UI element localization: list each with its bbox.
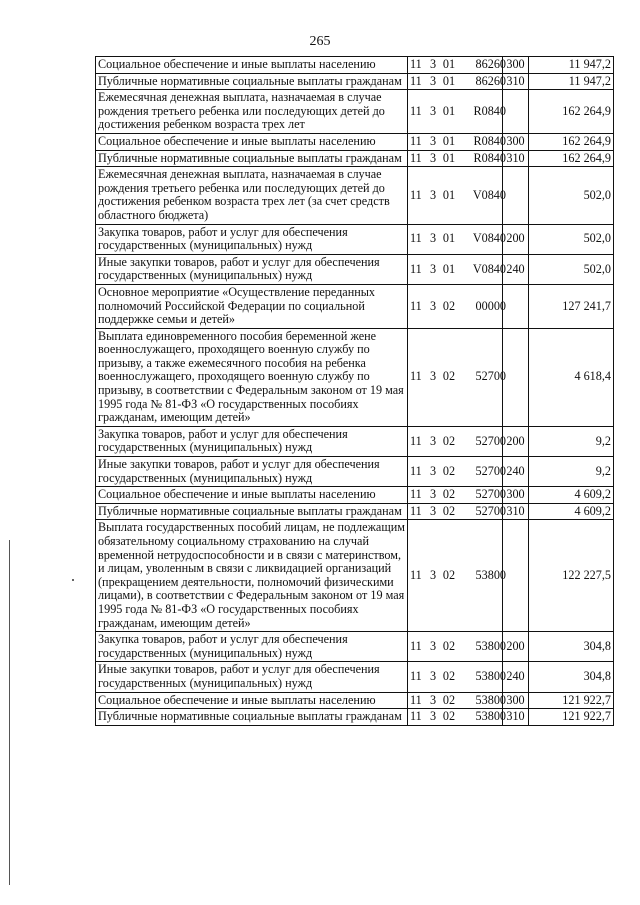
scan-artifact-dot [72,579,74,581]
code-part: 11 [410,433,422,448]
page-number: 265 [309,34,331,49]
table-row [96,254,614,284]
budget-table-body [96,57,614,726]
code-part: 3 [429,231,437,246]
row-expense-type: 310 [503,503,529,520]
row-amount: 4 609,2 [529,503,614,520]
code-part: V0840 [472,261,506,276]
table-row [96,709,614,726]
code-part: 11 [410,150,422,165]
row-name: Публичные нормативные социальные выплаты гражданам [96,73,408,90]
row-expense-type: 200 [503,224,529,254]
code-part: 02 [442,638,456,653]
row-name: Ежемесячная денежная выплата, назначаемая в случае рождения третьего ребенка или последующих детей до достижения ребенком возраста трех лет (за счет средств областного бюджета) [96,167,408,224]
row-expense-type: 300 [503,692,529,709]
code-part: 02 [442,692,456,707]
code-part: 53800 [475,669,506,684]
code-part: 3 [429,692,437,707]
row-amount: 127 241,7 [529,284,614,328]
code-part: 00000 [475,298,506,313]
code-part: 02 [442,463,456,478]
code-part: V0840 [472,187,506,202]
row-expense-type: 310 [503,73,529,90]
row-name: Социальное обеспечение и иные выплаты населению [96,692,408,709]
row-code [408,487,506,504]
row-amount: 162 264,9 [529,133,614,150]
row-expense-type: 240 [503,457,529,487]
row-amount: 4 609,2 [529,487,614,504]
code-part: 3 [429,150,437,165]
code-part: 02 [442,298,456,313]
row-expense-type [503,328,529,426]
code-part: V0840 [472,231,506,246]
row-code [408,57,506,74]
row-code [408,709,506,726]
row-code [408,328,506,426]
row-amount: 502,0 [529,167,614,224]
row-expense-type: 310 [503,150,529,167]
table-row [96,662,614,692]
code-part: 11 [410,567,422,582]
row-amount: 4 618,4 [529,328,614,426]
row-amount: 9,2 [529,426,614,456]
row-expense-type [503,520,529,632]
table-row [96,167,614,224]
code-part: 86260 [475,73,506,88]
code-part: 11 [410,369,422,384]
row-amount: 122 227,5 [529,520,614,632]
code-part: 53800 [475,638,506,653]
table-row [96,90,614,134]
code-part: 11 [410,133,422,148]
code-part: 11 [410,187,422,202]
row-code [408,254,506,284]
row-name: Закупка товаров, работ и услуг для обеспечения государственных (муниципальных) нужд [96,426,408,456]
row-name: Ежемесячная денежная выплата, назначаемая в случае рождения третьего ребенка или последующих детей до достижения ребенком возраста трех лет [96,90,408,134]
table-row [96,57,614,74]
code-part: R0840 [473,150,506,165]
row-name: Закупка товаров, работ и услуг для обеспечения государственных (муниципальных) нужд [96,224,408,254]
code-part: 3 [429,261,437,276]
row-code [408,503,506,520]
code-part: 11 [410,231,422,246]
code-part: 01 [442,73,456,88]
row-code [408,284,506,328]
row-expense-type: 240 [503,254,529,284]
row-code [408,224,506,254]
code-part: 02 [442,487,456,502]
row-expense-type: 200 [503,426,529,456]
row-code [408,520,506,632]
code-part: 3 [429,298,437,313]
row-expense-type: 200 [503,632,529,662]
row-amount: 304,8 [529,662,614,692]
code-part: 02 [442,567,456,582]
table-row [96,457,614,487]
code-part: 01 [442,133,456,148]
row-expense-type [503,167,529,224]
table-row [96,487,614,504]
code-part: 11 [410,57,422,71]
code-part: R0840 [473,133,506,148]
code-part: 3 [429,103,437,118]
code-part: 11 [410,463,422,478]
row-name: Иные закупки товаров, работ и услуг для обеспечения государственных (муниципальных) нужд [96,662,408,692]
code-part: 01 [442,187,456,202]
code-part: 3 [429,503,437,518]
row-expense-type [503,90,529,134]
row-name: Публичные нормативные социальные выплаты гражданам [96,709,408,726]
table-row [96,692,614,709]
code-part: 11 [410,503,422,518]
table-row [96,73,614,90]
row-code [408,73,506,90]
row-code [408,426,506,456]
code-part: 52700 [475,463,506,478]
scan-artifact-line [9,540,10,885]
code-part: 3 [429,433,437,448]
code-part: 01 [442,57,456,71]
row-amount: 304,8 [529,632,614,662]
row-name: Социальное обеспечение и иные выплаты населению [96,133,408,150]
code-part: 52700 [475,369,506,384]
table-row [96,503,614,520]
row-amount: 121 922,7 [529,692,614,709]
table-row [96,632,614,662]
table-row [96,150,614,167]
row-code [408,167,506,224]
code-part: 01 [442,261,456,276]
code-part: 11 [410,487,422,502]
code-part: 02 [442,669,456,684]
code-part: 11 [410,103,422,118]
row-amount: 162 264,9 [529,150,614,167]
code-part: 02 [442,709,456,724]
row-name: Социальное обеспечение и иные выплаты населению [96,487,408,504]
row-expense-type: 240 [503,662,529,692]
table-row [96,284,614,328]
row-expense-type: 310 [503,709,529,726]
code-part: 52700 [475,433,506,448]
row-expense-type: 300 [503,57,529,74]
row-name: Выплата государственных пособий лицам, не подлежащим обязательному социальному страхованию на случай временной нетрудоспособности и в связи с материнством, и лицам, уволенным в связи с ликвидацией организаций (прекращением деятельности, полномочий физическими лицами), в соответствии с Федеральным законом от 19 мая 1995 года № 81-ФЗ «О государственных пособиях гражданам, имеющим детей» [96,520,408,632]
row-expense-type: 300 [503,133,529,150]
code-part: 52700 [475,487,506,502]
row-expense-type [503,284,529,328]
table-row [96,328,614,426]
row-amount: 121 922,7 [529,709,614,726]
row-amount: 11 947,2 [529,57,614,74]
code-part: 11 [410,669,422,684]
row-code [408,632,506,662]
code-part: 3 [429,463,437,478]
row-code [408,133,506,150]
row-name: Иные закупки товаров, работ и услуг для обеспечения государственных (муниципальных) нужд [96,457,408,487]
code-part: 53800 [475,709,506,724]
budget-table [95,56,614,726]
row-expense-type: 300 [503,487,529,504]
code-part: 01 [442,150,456,165]
row-amount: 502,0 [529,254,614,284]
code-part: 02 [442,369,456,384]
code-part: 3 [429,187,437,202]
code-part: 02 [442,503,456,518]
row-code [408,90,506,134]
row-name: Социальное обеспечение и иные выплаты населению [96,57,408,74]
code-part: 11 [410,638,422,653]
code-part: R0840 [473,103,506,118]
code-part: 3 [429,487,437,502]
row-name: Закупка товаров, работ и услуг для обеспечения государственных (муниципальных) нужд [96,632,408,662]
row-name: Публичные нормативные социальные выплаты гражданам [96,503,408,520]
table-row [96,520,614,632]
table-row [96,133,614,150]
row-amount: 162 264,9 [529,90,614,134]
code-part: 53800 [475,567,506,582]
row-code [408,150,506,167]
code-part: 3 [429,133,437,148]
code-part: 3 [429,57,437,71]
code-part: 3 [429,369,437,384]
code-part: 53800 [475,692,506,707]
code-part: 11 [410,298,422,313]
code-part: 11 [410,692,422,707]
code-part: 01 [442,231,456,246]
row-name: Основное мероприятие «Осуществление переданных полномочий Российской Федерации по социальной поддержке семьи и детей» [96,284,408,328]
row-name: Иные закупки товаров, работ и услуг для обеспечения государственных (муниципальных) нужд [96,254,408,284]
code-part: 3 [429,709,437,724]
code-part: 01 [442,103,456,118]
table-row [96,426,614,456]
code-part: 3 [429,669,437,684]
code-part: 11 [410,261,422,276]
code-part: 11 [410,73,422,88]
code-part: 86260 [475,57,506,71]
row-code [408,692,506,709]
row-amount: 9,2 [529,457,614,487]
table-row [96,224,614,254]
row-amount: 502,0 [529,224,614,254]
code-part: 3 [429,567,437,582]
code-part: 11 [410,709,422,724]
row-amount: 11 947,2 [529,73,614,90]
row-code [408,457,506,487]
row-name: Выплата единовременного пособия беременной жене военнослужащего, проходящего военную службу по призыву, а также ежемесячного пособия на ребенка военнослужащего, проходящего военную службу по призыву, в соответствии с Федеральным законом от 19 мая 1995 года № 81-ФЗ «О государственных пособиях гражданам, имеющим детей» [96,328,408,426]
row-code [408,662,506,692]
code-part: 52700 [475,503,506,518]
code-part: 3 [429,638,437,653]
row-name: Публичные нормативные социальные выплаты гражданам [96,150,408,167]
code-part: 02 [442,433,456,448]
code-part: 3 [429,73,437,88]
